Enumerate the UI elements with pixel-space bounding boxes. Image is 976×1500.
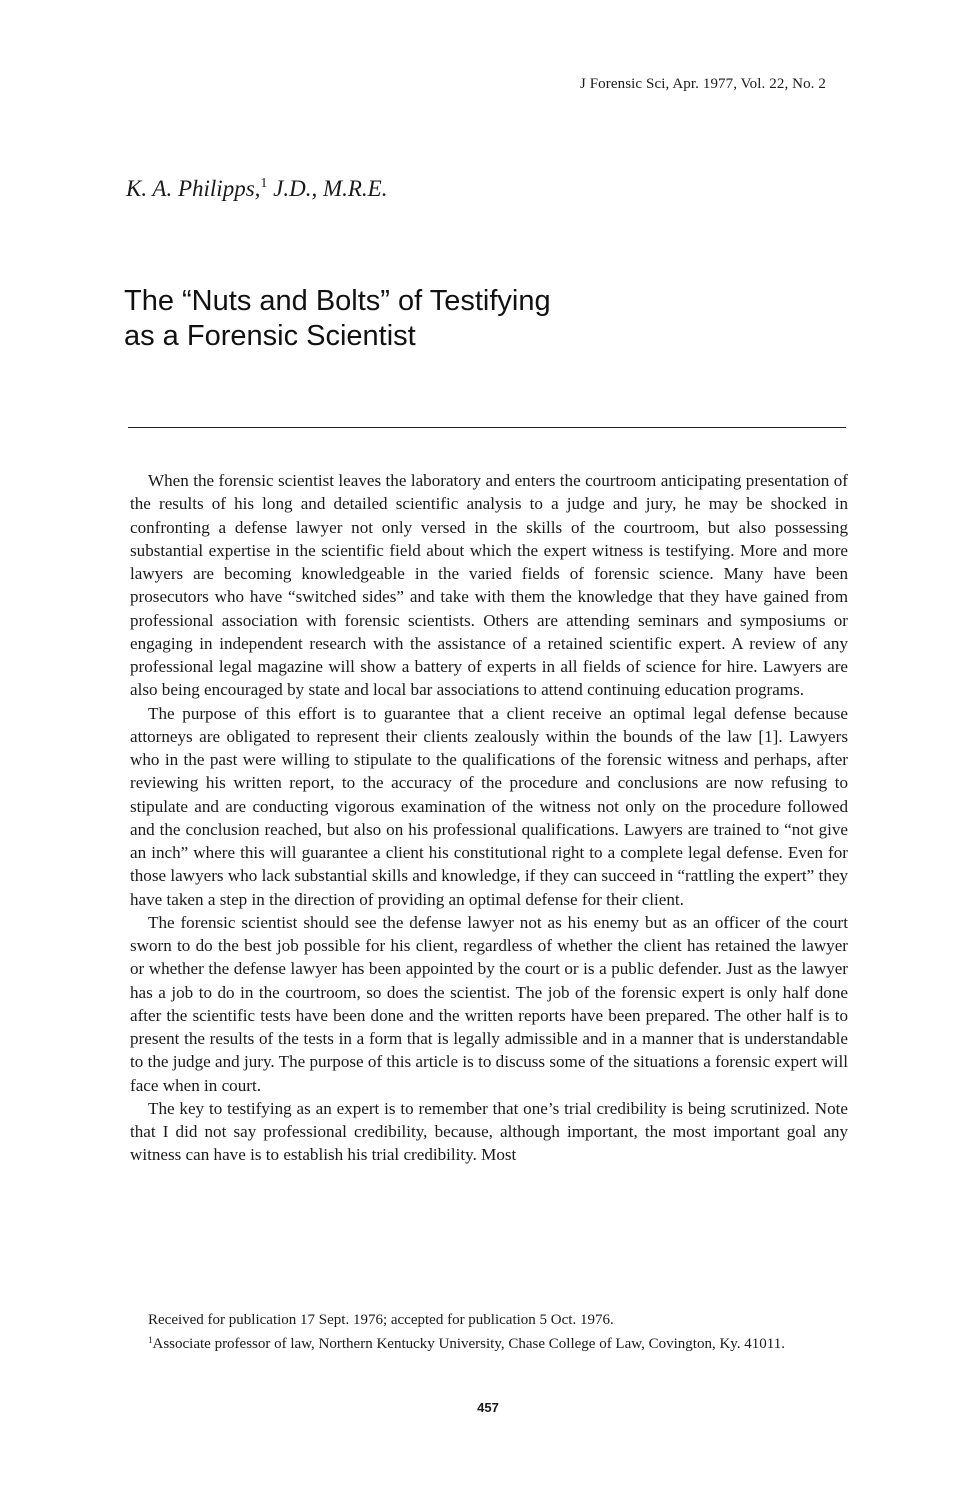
page-number: 457 (477, 1400, 499, 1415)
footnote-received: Received for publication 17 Sept. 1976; accepted for publication 5 Oct. 1976. (148, 1312, 614, 1328)
article-title-line-2: as a Forensic Scientist (124, 320, 416, 352)
journal-citation: J Forensic Sci, Apr. 1977, Vol. 22, No. 2 (579, 76, 826, 92)
footnote-1-text: Associate professor of law, Northern Kentucky University, Chase College of Law, Covington, Ky. 41011. (152, 1335, 786, 1352)
footnote-1 (130, 1331, 848, 1355)
author-name: K. A. Philipps, (126, 176, 261, 201)
body-paragraph: The purpose of this effort is to guarantee that a client receive an optimal legal defense because attorneys are obligated to represent their clients zealously within the bounds of the law [1]. Lawyers who in the past were willing to stipulate to the qualifications of the forensic witness and perhaps, after reviewing his written report, to the accuracy of the procedure and conclusions are now refusing to stipulate and are conducting vigorous examination of the witness not only on the procedure followed and the conclusion reached, but also on his professional qualifications. Lawyers are trained to “not give an inch” where this will guarantee a client his constitutional right to a complete legal defense. Even for those lawyers who lack substantial skills and knowledge, if they can succeed in “rattling the expert” they have taken a step in the direction of providing an optimal defense for their client. (130, 703, 848, 909)
body-paragraph: When the forensic scientist leaves the laboratory and enters the courtroom anticipating presentation of the results of his long and detailed scientific analysis to a judge and jury, he may be shocked in confronting a defense lawyer not only versed in the skills of the courtroom, but also possessing substantial expertise in the scientific field about which the expert witness is testifying. More and more lawyers are becoming knowledgeable in the varied fields of forensic science. Many have been prosecutors who have “switched sides” and take with them the knowledge that they have gained from professional association with forensic scientists. Others are attending seminars and symposiums or engaging in independent research with the assistance of a retained scientific expert. A review of any professional legal magazine will show a battery of experts in all fields of science for hire. Lawyers are also being encouraged by state and local bar associations to attend continuing education programs. (130, 471, 848, 700)
author-degrees: J.D., M.R.E. (273, 176, 388, 201)
author-footnote-mark: 1 (260, 176, 268, 191)
body-paragraph: The key to testifying as an expert is to remember that one’s trial credibility is being scrutinized. Note that I did not say professional credibility, because, although important, the most important goal any witness can have is to establish his trial credibility. Most (130, 1098, 848, 1165)
title-divider (128, 427, 846, 428)
footnote-1-mark: 1 (148, 1334, 153, 1345)
article-title-line-1: The “Nuts and Bolts” of Testifying (124, 285, 551, 317)
footnotes (130, 1311, 848, 1354)
article-body (130, 469, 848, 1167)
author-line (126, 176, 387, 202)
body-paragraph: The forensic scientist should see the defense lawyer not as his enemy but as an officer of the court sworn to do the best job possible for his client, regardless of whether the client has retained the lawyer or whether the defense lawyer has been appointed by the court or is a public defender. Just as the lawyer has a job to do in the courtroom, so does the scientist. The job of the forensic expert is only half done after the scientific tests have been done and the written reports have been prepared. The other half is to present the results of the tests in a form that is legally admissible and in a manner that is understandable to the judge and jury. The purpose of this article is to discuss some of the situations a forensic expert will face when in court. (130, 912, 848, 1095)
article-title (124, 284, 824, 354)
